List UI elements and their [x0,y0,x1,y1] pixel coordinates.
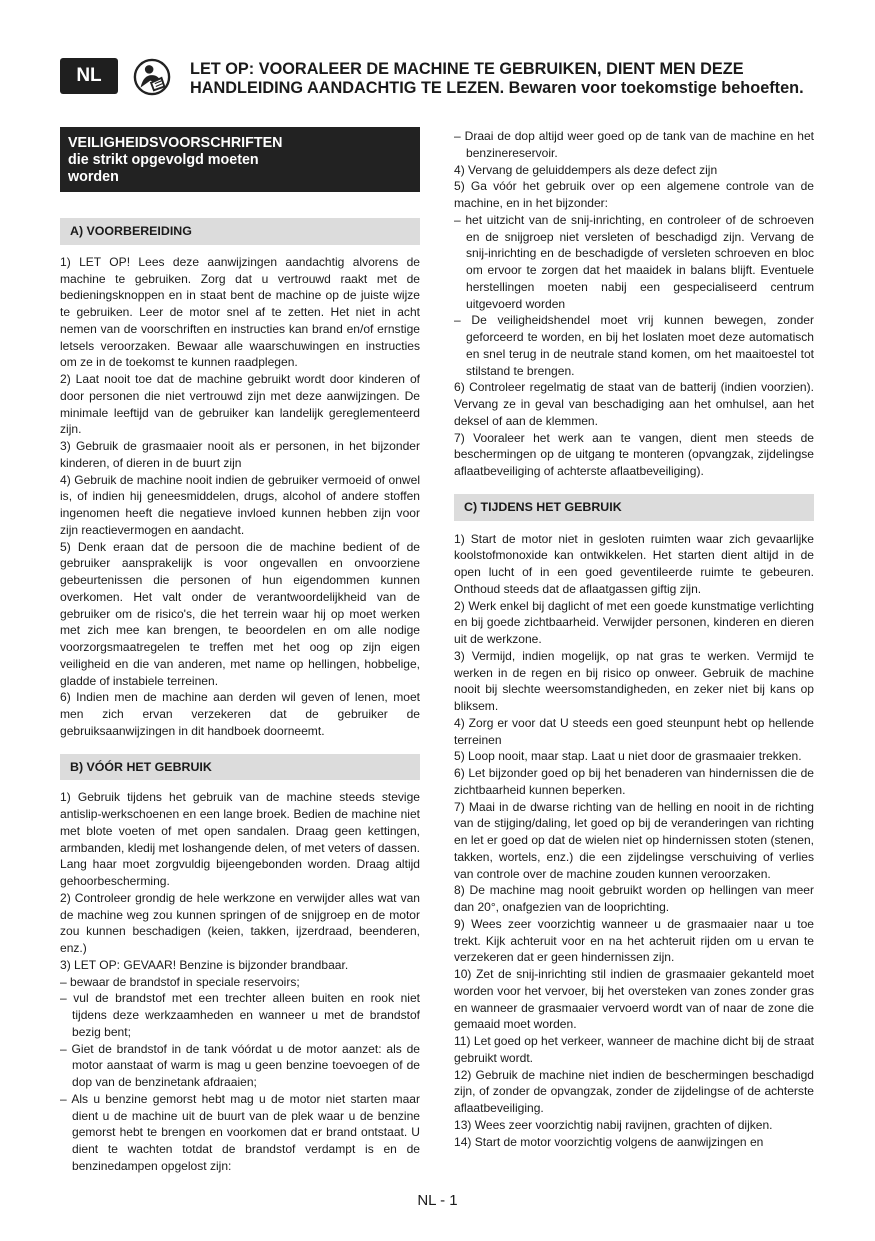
dash-item: – De veiligheidshendel moet vrij kunnen bewegen, zonder geforceerd te worden, en bij het loslaten moet deze automatisch en snel terug in de neutrale stand komen, om het maaitoestel tot stilstand te brengen. [454,313,814,378]
safety-title-line-2: die strikt opgevolgd moeten [68,152,259,168]
paragraph: 4) Gebruik de machine nooit indien de gebruiker vermoeid of onwel is, of indien hij geneesmiddelen, drugs, alcohol of andere stoffen ingenomen heeft die negatieve invloed kunnen hebben zijn voor zijn reactievermogen en aandacht. [60,472,420,537]
dash-item: – Giet de brandstof in de tank vóórdat u de motor aanzet: als de motor aanstaat of warm is mag u geen benzine toevoegen of de dop van de benzinetank afdraaien; [60,1041,420,1089]
paragraph: 2) Laat nooit toe dat de machine gebruikt wordt door kinderen of door personen die niet vertrouwd zijn met deze aanwijzingen. De minimale leeftijd van de gebruiker kan landelijk gereglementeerd zijn. [60,372,420,437]
paragraph: 4) Vervang de geluiddempers als deze defect zijn [454,162,718,177]
paragraph: 10) Zet de snij-inrichting stil indien de grasmaaier gekanteld moet worden voor het vervoer, bij het oversteken van zones zonder gras en wanneer de grasmaaier vervoerd wordt van of naar de zone die gemaaid moet worden. [454,967,814,1032]
paragraph: 6) Let bijzonder goed op bij het benaderen van hindernissen die de zichtbaarheid kunnen beperken. [454,766,814,797]
paragraph: 2) Controleer grondig de hele werkzone en verwijder alles wat van de machine weg zou kunnen springen of de snijgroep en de motor zou kunnen beschadigen (keien, takken, ijzerdraad, beenderen, enz.) [60,890,420,955]
dash-item: – Als u benzine gemorst hebt mag u de motor niet starten maar dient u de machine uit de buurt van de plek waar u de benzine gemorst hebt te brengen en voorkomen dat er brand ontstaat. U dient te wachten totdat de brandstof verdampt is en de benzinedampen opgelost zijn: [60,1091,420,1173]
dash-item: – het uitzicht van de snij-inrichting, en controleer of de schroeven en de snijgroep niet versleten of beschadigd zijn. Vervang de snij-inrichting en de beschadigde of versleten schroeven en bloc om ervoor te zorgen dat het maaidek in balans blijft. Eventuele herstellingen moeten nabij een gespecialiseerd centrum uitgevoerd worden [454,212,814,311]
paragraph: 11) Let goed op het verkeer, wanneer de machine dicht bij de straat gebruikt wordt. [454,1034,814,1065]
safety-title-box [60,127,420,192]
section-a-body [60,254,420,740]
paragraph: 3) Gebruik de grasmaaier nooit als er personen, in het bijzonder kinderen, of dieren in de buurt zijn [60,439,420,470]
paragraph: 13) Wees zeer voorzichtig nabij ravijnen, grachten of dijken. [454,1117,773,1132]
paragraph: 5) Loop nooit, maar stap. Laat u niet door de grasmaaier trekken. [454,749,802,764]
section-a-header: A) VOORBEREIDING [60,218,420,245]
left-column [60,128,420,1175]
paragraph: 7) Maai in de dwarse richting van de helling en nooit in de richting van de stijging/daling, let goed op bij de veranderingen van richting en let er goed op dat de wielen niet op hindernissen stoten (stenen, takken, wortels, enz.) die een zijdelingse verschuiving of verlies van controle over de machine zouden kunnen veroorzaken. [454,799,814,881]
dash-item: – bewaar de brandstof in speciale reservoirs; [60,974,300,989]
paragraph: 3) LET OP: GEVAAR! Benzine is bijzonder brandbaar. [60,957,349,972]
dash-item: – vul de brandstof met een trechter alleen buiten en rook niet tijdens deze werkzaamheden en wanneer u met de brandstof bezig bent; [60,991,420,1039]
section-b-header: B) VÓÓR HET GEBRUIK [60,754,420,781]
header-line-2: HANDLEIDING AANDACHTIG TE LEZEN. Bewaren voor toekomstige behoeften. [190,79,804,97]
paragraph: 2) Werk enkel bij daglicht of met een goede kunstmatige verlichting en bij goede zichtbaarheid. Verwijder personen, kinderen en dieren uit de werkzone. [454,598,814,646]
dash-item: – Draai de dop altijd weer goed op de tank van de machine en het benzinereservoir. [454,129,814,160]
paragraph: 7) Vooraleer het werk aan te vangen, dient men steeds de beschermingen op de uitgang te monteren (opvangzak, zijdelingse aflaatbeveiliging of achterste aflaatbeveiliging). [454,430,814,478]
safety-title-line-3: worden [68,169,119,185]
right-column [454,128,814,1150]
language-badge: NL [60,58,118,94]
paragraph: 8) De machine mag nooit gebruikt worden op hellingen van meer dan 20°, onafgezien van de looprichting. [454,883,814,914]
paragraph: 1) LET OP! Lees deze aanwijzingen aandachtig alvorens de machine te gebruiken. Zorg dat u vertrouwd raakt met de bedieningsknoppen en in staat bent de machine op de juiste wijze te gebruiken. Leer de motor snel af te zetten. Het niet in acht nemen van de voorschriften en instructies kan brand en/of ernstige letsels veroorzaken. Bewaar alle waarschuwingen en instructies om ze in de toekomst te kunnen raadplegen. [60,254,420,370]
section-c-header: C) TIJDENS HET GEBRUIK [454,494,814,521]
paragraph: 5) Ga vóór het gebruik over op een algemene controle van de machine, en in het bijzonder: [454,179,814,210]
paragraph: 3) Vermijd, indien mogelijk, op nat gras te werken. Vermijd te werken in de regen en bij risico op onweer. Gebruik de machine nooit bij slechte weersomstandigheden, en zeker niet bij kans op bliksem. [454,648,814,713]
paragraph: 1) Start de motor niet in gesloten ruimten waar zich gevaarlijke koolstofmonoxide kan ontwikkelen. Het starten dient altijd in de open lucht of in een goed geventileerde ruimte te gebeuren. Onthoud steeds dat de aflaatgassen giftig zijn. [454,531,814,596]
header-line-1: LET OP: VOORALEER DE MACHINE TE GEBRUIKEN, DIENT MEN DEZE [190,60,744,78]
paragraph: 5) Denk eraan dat de persoon die de machine bedient of de gebruiker aansprakelijk is voor ongevallen en onvoorziene gebeurtenissen die personen of hun eigendommen kunnen overkomen. Het valt onder de verantwoordelijkheid van de gebruiker om de risico's, die het terrein waar hij op moet werken met zich mee kan brengen, te beoordelen en om alle nodige voorzorgsmaatregelen te treffen met het oog op zijn eigen veiligheid en die van anderen, met name op hellingen, hobbelige, gladde of instabiele terreinen. [60,539,420,688]
paragraph: 6) Indien men de machine aan derden wil geven of lenen, moet men zich ervan verzekeren dat de gebruiker de gebruiksaanwijzingen in dit handboek doorneemt. [60,690,420,738]
paragraph: 6) Controleer regelmatig de staat van de batterij (indien voorzien). Vervang ze in geval van beschadiging aan het omhulsel, aan het deksel of aan de klemmen. [454,380,814,428]
paragraph: 14) Start de motor voorzichtig volgens de aanwijzingen en [454,1134,764,1149]
safety-title-line-1: VEILIGHEIDSVOORSCHRIFTEN [68,135,283,151]
page-number: NL - 1 [417,1192,458,1209]
page-header [190,60,840,98]
paragraph: 4) Zorg er voor dat U steeds een goed steunpunt hebt op hellende terreinen [454,715,814,747]
paragraph: 1) Gebruik tijdens het gebruik van de machine steeds stevige antislip-werkschoenen en een lange broek. Bedien de machine niet met blote voeten of met open sandalen. Draag geen kettingen, armbanden, kledij met loshangende delen, of met veters of dassen. Lang haar moet zorgvuldig bijeengebonden worden. Draag altijd gehoorbescherming. [60,790,420,888]
paragraph: 12) Gebruik de machine niet indien de beschermingen beschadigd zijn, of zonder de opvangzak, zonder de zijdelingse of de achterste aflaatbeveiliging. [454,1067,814,1115]
read-manual-icon [133,58,171,96]
section-c-body [454,531,814,1151]
section-b-body [60,789,420,1174]
paragraph: 9) Wees zeer voorzichtig wanneer u de grasmaaier naar u toe trekt. Kijk achteruit voor en na het achteruit rijden om u ervan te verzekeren dat er geen hindernissen zijn. [454,916,814,965]
